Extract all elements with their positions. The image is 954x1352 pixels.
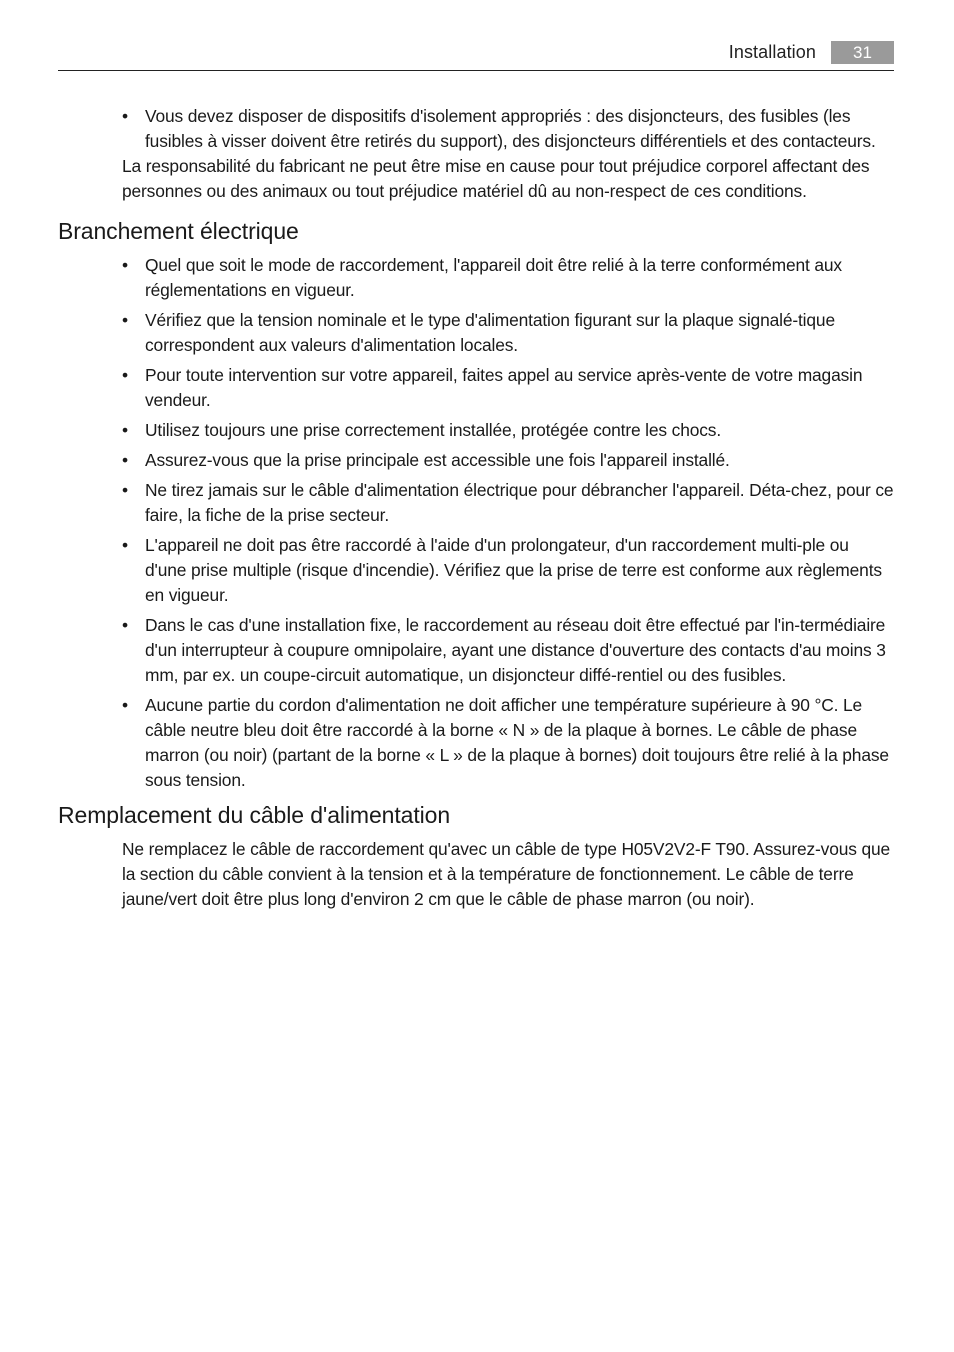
intro-bullet-list bbox=[58, 104, 894, 154]
section-title-branchement: Branchement électrique bbox=[58, 218, 299, 244]
list-item: • L'appareil ne doit pas être raccordé à l'aide d'un prolongateur, d'un raccordement multi-ple ou d'une prise multiple (risque d'incendie). Vérifiez que la prise de terre est conforme aux règlements en vigueur. bbox=[122, 533, 894, 608]
list-item: • Pour toute intervention sur votre appareil, faites appel au service après-vente de votre magasin vendeur. bbox=[122, 363, 894, 413]
list-item: • Ne tirez jamais sur le câble d'alimentation électrique pour débrancher l'appareil. Déta-chez, pour ce faire, la fiche de la prise secteur. bbox=[122, 478, 894, 528]
section-title-remplacement: Remplacement du câble d'alimentation bbox=[58, 802, 451, 828]
page-number: 31 bbox=[831, 41, 894, 64]
section-label: Installation bbox=[728, 42, 816, 62]
page-content bbox=[58, 104, 894, 912]
list-item: • Dans le cas d'une installation fixe, le raccordement au réseau doit être effectué par l'in-termédiaire d'un interrupteur à coupure omnipolaire, ayant une distance d'ouverture des contacts d'au moins 3 mm, par ex. un coupe-circuit automatique, un disjoncteur diffé-rentiel ou des fusibles. bbox=[122, 613, 894, 688]
remplacement-paragraph: Ne remplacez le câble de raccordement qu'avec un câble de type H05V2V2-F T90. Assurez-vous que la section du câble convient à la tension et à la température de fonctionnement. Le câble de terre jaune/vert doit être plus long d'environ 2 cm que le câble de phase marron (ou noir). bbox=[122, 839, 891, 909]
list-item: • Aucune partie du cordon d'alimentation ne doit afficher une température supérieure à 90 °C. Le câble neutre bleu doit être raccordé à la borne « N » de la plaque à bornes. Le câble de phase marron (ou noir) (partant de la borne « L » de la plaque à bornes) doit toujours être relié à la phase sous tension. bbox=[122, 693, 894, 793]
list-item: • Quel que soit le mode de raccordement, l'appareil doit être relié à la terre conformément aux réglementations en vigueur. bbox=[122, 253, 894, 303]
liability-notice: La responsabilité du fabricant ne peut être mise en cause pour tout préjudice corporel affectant des personnes ou des animaux ou tout préjudice matériel dû au non-respect de ces conditions. bbox=[122, 156, 870, 201]
list-item: • Utilisez toujours une prise correctement installée, protégée contre les chocs. bbox=[122, 418, 894, 443]
list-item: • Vérifiez que la tension nominale et le type d'alimentation figurant sur la plaque signalé-tique correspondent aux valeurs d'alimentation locales. bbox=[122, 308, 894, 358]
list-item: • Assurez-vous que la prise principale est accessible une fois l'appareil installé. bbox=[122, 448, 894, 473]
page-header bbox=[58, 40, 894, 71]
branchement-bullet-list bbox=[58, 253, 894, 793]
list-item: • Vous devez disposer de dispositifs d'isolement appropriés : des disjoncteurs, des fusibles (les fusibles à visser doivent être retirés du support), des disjoncteurs différentiels et des contacteurs. bbox=[122, 104, 894, 154]
